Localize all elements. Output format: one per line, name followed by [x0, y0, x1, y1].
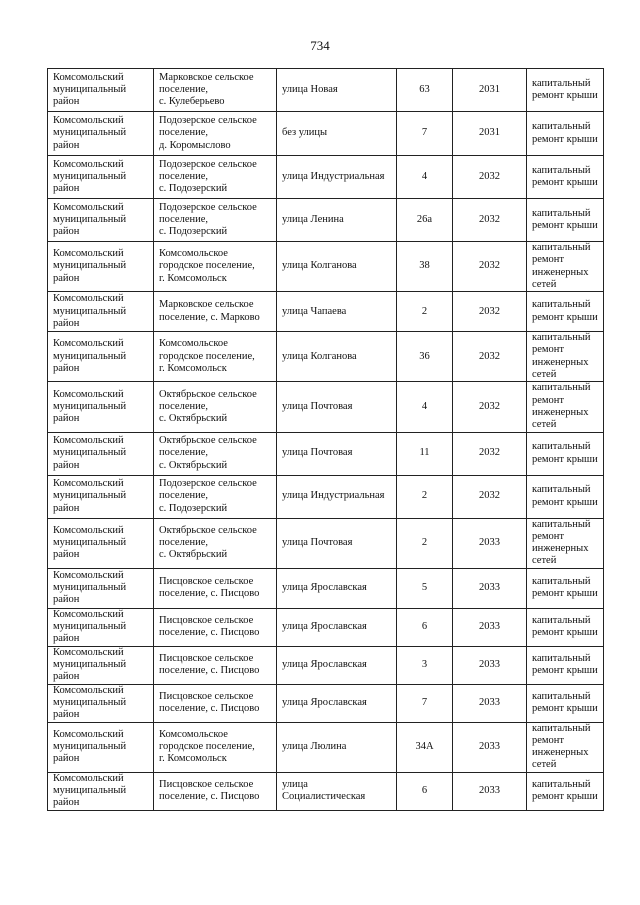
- table-row: [48, 242, 604, 292]
- cell-district: Комсомольский муниципальный район: [48, 382, 154, 432]
- cell-street: улица Ленина: [277, 199, 397, 242]
- cell-year: 2033: [453, 772, 527, 810]
- cell-year: 2032: [453, 332, 527, 382]
- cell-district: Комсомольский муниципальный район: [48, 156, 154, 199]
- table-row: [48, 608, 604, 646]
- cell-house: 7: [397, 684, 453, 722]
- cell-street: улица Люлина: [277, 722, 397, 772]
- cell-street: улица Колганова: [277, 242, 397, 292]
- cell-work: капитальный ремонт крыши: [527, 646, 604, 684]
- cell-house: 26а: [397, 199, 453, 242]
- cell-year: 2032: [453, 156, 527, 199]
- cell-house: 2: [397, 292, 453, 332]
- cell-street: улица Ярославская: [277, 646, 397, 684]
- cell-work: капитальный ремонт крыши: [527, 684, 604, 722]
- cell-house: 7: [397, 112, 453, 156]
- cell-street: улица Почтовая: [277, 432, 397, 475]
- cell-work: капитальный ремонт инженерных сетей: [527, 518, 604, 568]
- cell-year: 2033: [453, 518, 527, 568]
- repair-schedule-table: [47, 68, 604, 811]
- cell-street: улица Колганова: [277, 332, 397, 382]
- cell-settlement: Комсомольское городское поселение, г. Комсомольск: [154, 722, 277, 772]
- cell-work: капитальный ремонт крыши: [527, 568, 604, 608]
- cell-settlement: Подозерское сельское поселение, с. Подозерский: [154, 475, 277, 518]
- cell-year: 2032: [453, 475, 527, 518]
- cell-street: улица Ярославская: [277, 568, 397, 608]
- cell-work: капитальный ремонт крыши: [527, 772, 604, 810]
- cell-district: Комсомольский муниципальный район: [48, 199, 154, 242]
- cell-house: 4: [397, 382, 453, 432]
- table-row: [48, 69, 604, 112]
- cell-year: 2032: [453, 382, 527, 432]
- cell-district: Комсомольский муниципальный район: [48, 112, 154, 156]
- table-row: [48, 772, 604, 810]
- cell-house: 63: [397, 69, 453, 112]
- cell-settlement: Октябрьское сельское поселение, с. Октябрьский: [154, 382, 277, 432]
- cell-settlement: Подозерское сельское поселение, с. Подозерский: [154, 156, 277, 199]
- cell-street: улица Чапаева: [277, 292, 397, 332]
- cell-house: 3: [397, 646, 453, 684]
- cell-year: 2033: [453, 568, 527, 608]
- cell-year: 2031: [453, 112, 527, 156]
- cell-district: Комсомольский муниципальный район: [48, 475, 154, 518]
- cell-work: капитальный ремонт инженерных сетей: [527, 242, 604, 292]
- cell-settlement: Октябрьское сельское поселение, с. Октябрьский: [154, 432, 277, 475]
- cell-work: капитальный ремонт крыши: [527, 292, 604, 332]
- cell-house: 2: [397, 475, 453, 518]
- cell-work: капитальный ремонт крыши: [527, 199, 604, 242]
- cell-house: 36: [397, 332, 453, 382]
- cell-settlement: Комсомольское городское поселение, г. Комсомольск: [154, 332, 277, 382]
- cell-district: Комсомольский муниципальный район: [48, 608, 154, 646]
- cell-year: 2032: [453, 432, 527, 475]
- cell-year: 2032: [453, 199, 527, 242]
- cell-settlement: Писцовское сельское поселение, с. Писцово: [154, 568, 277, 608]
- cell-district: Комсомольский муниципальный район: [48, 568, 154, 608]
- cell-year: 2033: [453, 608, 527, 646]
- table-row: [48, 684, 604, 722]
- cell-district: Комсомольский муниципальный район: [48, 432, 154, 475]
- cell-settlement: Писцовское сельское поселение, с. Писцово: [154, 646, 277, 684]
- cell-year: 2033: [453, 684, 527, 722]
- cell-work: капитальный ремонт инженерных сетей: [527, 332, 604, 382]
- cell-house: 4: [397, 156, 453, 199]
- cell-house: 34А: [397, 722, 453, 772]
- cell-settlement: Марковское сельское поселение, с. Марково: [154, 292, 277, 332]
- table-row: [48, 199, 604, 242]
- cell-district: Комсомольский муниципальный район: [48, 722, 154, 772]
- cell-district: Комсомольский муниципальный район: [48, 772, 154, 810]
- cell-year: 2032: [453, 292, 527, 332]
- cell-settlement: Писцовское сельское поселение, с. Писцово: [154, 684, 277, 722]
- cell-work: капитальный ремонт крыши: [527, 608, 604, 646]
- cell-street: улица Индустриальная: [277, 156, 397, 199]
- table-row: [48, 432, 604, 475]
- cell-house: 11: [397, 432, 453, 475]
- cell-district: Комсомольский муниципальный район: [48, 242, 154, 292]
- cell-year: 2032: [453, 242, 527, 292]
- cell-street: улица Новая: [277, 69, 397, 112]
- cell-settlement: Марковское сельское поселение, с. Кулеберьево: [154, 69, 277, 112]
- cell-street: улица Почтовая: [277, 382, 397, 432]
- cell-work: капитальный ремонт крыши: [527, 112, 604, 156]
- cell-year: 2031: [453, 69, 527, 112]
- table-row: [48, 646, 604, 684]
- table-row: [48, 722, 604, 772]
- cell-district: Комсомольский муниципальный район: [48, 292, 154, 332]
- cell-district: Комсомольский муниципальный район: [48, 518, 154, 568]
- table-row: [48, 292, 604, 332]
- cell-street: улица Ярославская: [277, 608, 397, 646]
- cell-street: без улицы: [277, 112, 397, 156]
- cell-house: 5: [397, 568, 453, 608]
- cell-year: 2033: [453, 722, 527, 772]
- cell-settlement: Комсомольское городское поселение, г. Комсомольск: [154, 242, 277, 292]
- cell-settlement: Писцовское сельское поселение, с. Писцово: [154, 608, 277, 646]
- cell-street: улица Социалистическая: [277, 772, 397, 810]
- cell-settlement: Писцовское сельское поселение, с. Писцово: [154, 772, 277, 810]
- table-row: [48, 112, 604, 156]
- table-row: [48, 518, 604, 568]
- cell-district: Комсомольский муниципальный район: [48, 332, 154, 382]
- table-row: [48, 382, 604, 432]
- cell-work: капитальный ремонт инженерных сетей: [527, 722, 604, 772]
- cell-settlement: Подозерское сельское поселение, с. Подозерский: [154, 199, 277, 242]
- cell-street: улица Ярославская: [277, 684, 397, 722]
- cell-street: улица Почтовая: [277, 518, 397, 568]
- cell-work: капитальный ремонт инженерных сетей: [527, 382, 604, 432]
- table-row: [48, 156, 604, 199]
- cell-house: 6: [397, 772, 453, 810]
- cell-district: Комсомольский муниципальный район: [48, 646, 154, 684]
- cell-work: капитальный ремонт крыши: [527, 432, 604, 475]
- cell-work: капитальный ремонт крыши: [527, 156, 604, 199]
- table-row: [48, 475, 604, 518]
- cell-settlement: Подозерское сельское поселение, д. Коромыслово: [154, 112, 277, 156]
- cell-house: 38: [397, 242, 453, 292]
- cell-house: 6: [397, 608, 453, 646]
- cell-work: капитальный ремонт крыши: [527, 69, 604, 112]
- cell-year: 2033: [453, 646, 527, 684]
- cell-house: 2: [397, 518, 453, 568]
- cell-district: Комсомольский муниципальный район: [48, 69, 154, 112]
- table-row: [48, 332, 604, 382]
- table-row: [48, 568, 604, 608]
- page-number: 734: [310, 38, 330, 53]
- cell-district: Комсомольский муниципальный район: [48, 684, 154, 722]
- cell-street: улица Индустриальная: [277, 475, 397, 518]
- cell-work: капитальный ремонт крыши: [527, 475, 604, 518]
- cell-settlement: Октябрьское сельское поселение, с. Октябрьский: [154, 518, 277, 568]
